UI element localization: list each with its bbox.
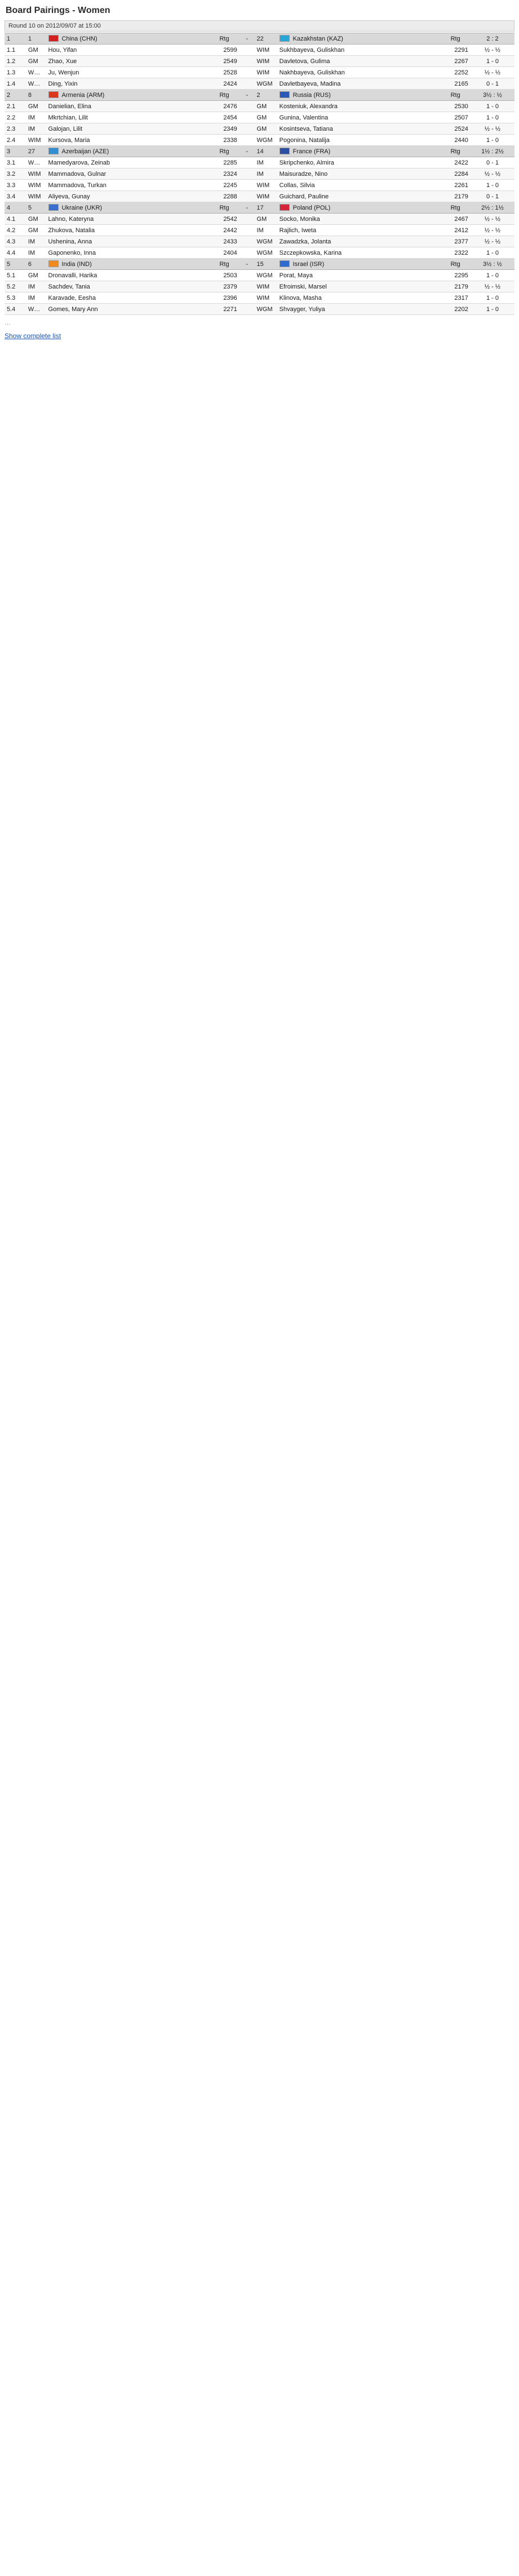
away-player-title: IM — [255, 225, 277, 236]
game-board-number: 1.1 — [5, 45, 26, 56]
home-player-title: IM — [26, 281, 46, 292]
home-team-cell[interactable] — [46, 259, 210, 270]
home-player-title: WIM — [26, 169, 46, 180]
home-player-rating: 2424 — [209, 78, 239, 90]
away-player-title: WGM — [255, 270, 277, 281]
home-player-title: GM — [26, 56, 46, 67]
team-match-row — [5, 146, 514, 157]
away-player-rating: 2179 — [440, 191, 470, 202]
game-board-number: 5.4 — [5, 304, 26, 315]
away-player-name[interactable]: Klinova, Masha — [277, 292, 441, 304]
home-team-name[interactable]: Ukraine (UKR) — [61, 205, 103, 211]
game-result: 1 - 0 — [471, 304, 514, 315]
home-team-cell[interactable] — [46, 33, 210, 45]
home-player-rating: 2433 — [209, 236, 239, 247]
away-player-rating: 2284 — [440, 169, 470, 180]
home-player-rating: 2285 — [209, 157, 239, 169]
spacer — [239, 157, 255, 169]
home-player-name[interactable]: Aliyeva, Gunay — [46, 191, 210, 202]
away-team-name[interactable]: Kazakhstan (KAZ) — [292, 36, 343, 42]
spacer — [239, 56, 255, 67]
game-row — [5, 157, 514, 169]
game-board-number: 2.2 — [5, 112, 26, 123]
home-player-title: WGM — [26, 304, 46, 315]
game-row — [5, 304, 514, 315]
home-player-title: GM — [26, 270, 46, 281]
away-player-rating: 2322 — [440, 247, 470, 259]
home-team-rating-label: Rtg — [209, 202, 239, 214]
truncation-note: … — [5, 320, 11, 326]
away-player-title: WIM — [255, 281, 277, 292]
away-team-name[interactable]: Israel (ISR) — [292, 261, 325, 268]
away-player-title: WIM — [255, 56, 277, 67]
page-title: Board Pairings - Women — [6, 6, 110, 15]
away-flag-icon — [280, 35, 290, 42]
away-player-rating: 2412 — [440, 225, 470, 236]
spacer — [239, 169, 255, 180]
home-player-rating: 2288 — [209, 191, 239, 202]
away-team-rating-label: Rtg — [440, 202, 470, 214]
game-row — [5, 191, 514, 202]
home-team-rating-label: Rtg — [209, 33, 239, 45]
game-result: ½ - ½ — [471, 236, 514, 247]
away-player-title: WIM — [255, 180, 277, 191]
away-player-name[interactable]: Efroimski, Marsel — [277, 281, 441, 292]
home-team-number: 27 — [26, 146, 46, 157]
match-board-number: 2 — [5, 90, 26, 101]
game-board-number: 1.3 — [5, 67, 26, 78]
game-row — [5, 247, 514, 259]
home-player-name[interactable]: Hou, Yifan — [46, 45, 210, 56]
home-player-name[interactable]: Ding, Yixin — [46, 78, 210, 90]
home-player-rating: 2476 — [209, 101, 239, 112]
away-player-name[interactable]: Pogonina, Natalija — [277, 135, 441, 146]
game-result: 1 - 0 — [471, 56, 514, 67]
home-flag-icon — [48, 148, 59, 154]
home-player-title: IM — [26, 112, 46, 123]
away-player-title: IM — [255, 157, 277, 169]
away-player-name[interactable]: Rajlich, Iweta — [277, 225, 441, 236]
away-flag-icon — [280, 91, 290, 98]
away-team-number: 22 — [255, 33, 277, 45]
away-player-name[interactable]: Shvayger, Yuliya — [277, 304, 441, 315]
home-player-name[interactable]: Mammadova, Turkan — [46, 180, 210, 191]
team-match-row — [5, 33, 514, 45]
away-team-rating-label: Rtg — [440, 146, 470, 157]
away-team-number: 17 — [255, 202, 277, 214]
game-board-number: 4.3 — [5, 236, 26, 247]
away-player-name[interactable]: Davletova, Gulima — [277, 56, 441, 67]
spacer — [239, 281, 255, 292]
separator: - — [239, 202, 255, 214]
spacer — [239, 45, 255, 56]
home-player-rating: 2528 — [209, 67, 239, 78]
home-team-name[interactable]: Armenia (ARM) — [61, 92, 105, 99]
match-board-number: 5 — [5, 259, 26, 270]
game-row — [5, 236, 514, 247]
away-player-name[interactable]: Porat, Maya — [277, 270, 441, 281]
away-team-cell[interactable] — [277, 90, 441, 101]
home-player-name[interactable]: Mkrtchian, Lilit — [46, 112, 210, 123]
home-player-title: GM — [26, 214, 46, 225]
away-player-name[interactable]: Kosteniuk, Alexandra — [277, 101, 441, 112]
away-player-rating: 2530 — [440, 101, 470, 112]
team-match-row — [5, 259, 514, 270]
home-flag-icon — [48, 35, 59, 42]
away-team-name[interactable]: Russia (RUS) — [292, 92, 331, 99]
home-player-rating: 2338 — [209, 135, 239, 146]
game-board-number: 1.4 — [5, 78, 26, 90]
game-row — [5, 214, 514, 225]
home-player-title: WGM — [26, 78, 46, 90]
away-player-name[interactable]: Collas, Silvia — [277, 180, 441, 191]
home-player-name[interactable]: Gaponenko, Inna — [46, 247, 210, 259]
match-board-number: 4 — [5, 202, 26, 214]
pairings-body — [5, 33, 514, 315]
away-flag-icon — [280, 204, 290, 211]
match-result: 3½ : ½ — [471, 90, 514, 101]
game-board-number: 5.3 — [5, 292, 26, 304]
game-result: 1 - 0 — [471, 292, 514, 304]
home-player-rating: 2549 — [209, 56, 239, 67]
home-player-rating: 2379 — [209, 281, 239, 292]
home-player-rating: 2542 — [209, 214, 239, 225]
away-team-rating-label: Rtg — [440, 33, 470, 45]
away-player-title: GM — [255, 101, 277, 112]
away-player-name[interactable]: Guichard, Pauline — [277, 191, 441, 202]
game-result: ½ - ½ — [471, 225, 514, 236]
home-player-title: IM — [26, 247, 46, 259]
home-player-name[interactable]: Lahno, Kateryna — [46, 214, 210, 225]
home-player-title: WGM — [26, 157, 46, 169]
away-player-rating: 2252 — [440, 67, 470, 78]
away-player-rating: 2524 — [440, 123, 470, 135]
game-result: 0 - 1 — [471, 191, 514, 202]
game-board-number: 5.1 — [5, 270, 26, 281]
game-row — [5, 45, 514, 56]
home-team-number: 1 — [26, 33, 46, 45]
spacer — [239, 292, 255, 304]
away-player-name[interactable]: Davletbayeva, Madina — [277, 78, 441, 90]
game-result: ½ - ½ — [471, 281, 514, 292]
away-player-rating: 2267 — [440, 56, 470, 67]
away-team-rating-label: Rtg — [440, 259, 470, 270]
game-result: 0 - 1 — [471, 78, 514, 90]
home-team-rating-label: Rtg — [209, 259, 239, 270]
game-result: ½ - ½ — [471, 123, 514, 135]
away-player-name[interactable]: Gunina, Valentina — [277, 112, 441, 123]
home-player-name[interactable]: Kursova, Maria — [46, 135, 210, 146]
home-player-name[interactable]: Sachdev, Tania — [46, 281, 210, 292]
spacer — [239, 247, 255, 259]
home-flag-icon — [48, 260, 59, 267]
spacer — [239, 236, 255, 247]
home-team-name[interactable]: China (CHN) — [61, 36, 97, 42]
home-team-number: 6 — [26, 259, 46, 270]
home-player-title: GM — [26, 225, 46, 236]
home-player-name[interactable]: Ushenina, Anna — [46, 236, 210, 247]
page-container — [0, 0, 519, 345]
game-row — [5, 180, 514, 191]
away-player-name[interactable]: Socko, Monika — [277, 214, 441, 225]
game-row — [5, 270, 514, 281]
away-player-rating: 2295 — [440, 270, 470, 281]
separator: - — [239, 90, 255, 101]
spacer — [239, 225, 255, 236]
home-player-name[interactable]: Ju, Wenjun — [46, 67, 210, 78]
home-player-rating: 2396 — [209, 292, 239, 304]
round-info: Round 10 on 2012/09/07 at 15:00 — [5, 20, 514, 32]
game-board-number: 4.2 — [5, 225, 26, 236]
spacer — [239, 101, 255, 112]
game-row — [5, 169, 514, 180]
game-board-number: 1.2 — [5, 56, 26, 67]
game-result: 1 - 0 — [471, 270, 514, 281]
away-player-rating: 2317 — [440, 292, 470, 304]
home-player-title: GM — [26, 101, 46, 112]
game-result: 1 - 0 — [471, 112, 514, 123]
home-player-title: IM — [26, 236, 46, 247]
game-result: 0 - 1 — [471, 157, 514, 169]
game-result: ½ - ½ — [471, 67, 514, 78]
away-player-title: GM — [255, 123, 277, 135]
spacer — [239, 304, 255, 315]
spacer — [239, 112, 255, 123]
home-player-rating: 2454 — [209, 112, 239, 123]
spacer — [239, 135, 255, 146]
game-result: 1 - 0 — [471, 180, 514, 191]
away-player-title: WGM — [255, 247, 277, 259]
match-board-number: 1 — [5, 33, 26, 45]
home-team-rating-label: Rtg — [209, 146, 239, 157]
spacer — [239, 180, 255, 191]
home-team-cell[interactable] — [46, 90, 210, 101]
away-player-rating: 2440 — [440, 135, 470, 146]
away-team-name[interactable]: France (FRA) — [292, 148, 331, 155]
game-row — [5, 135, 514, 146]
away-player-title: WIM — [255, 191, 277, 202]
game-board-number: 3.3 — [5, 180, 26, 191]
home-player-name[interactable]: Karavade, Eesha — [46, 292, 210, 304]
game-result: ½ - ½ — [471, 169, 514, 180]
match-board-number: 3 — [5, 146, 26, 157]
away-player-name[interactable]: Maisuradze, Nino — [277, 169, 441, 180]
away-player-rating: 2165 — [440, 78, 470, 90]
home-player-name[interactable]: Zhao, Xue — [46, 56, 210, 67]
spacer — [239, 270, 255, 281]
game-row — [5, 101, 514, 112]
home-player-name[interactable]: Mammadova, Gulnar — [46, 169, 210, 180]
away-team-number: 14 — [255, 146, 277, 157]
home-team-cell[interactable] — [46, 202, 210, 214]
game-row — [5, 67, 514, 78]
game-result: 1 - 0 — [471, 101, 514, 112]
home-player-name[interactable]: Danielian, Elina — [46, 101, 210, 112]
home-player-rating: 2503 — [209, 270, 239, 281]
away-team-rating-label: Rtg — [440, 90, 470, 101]
separator: - — [239, 33, 255, 45]
team-match-row — [5, 90, 514, 101]
away-player-title: GM — [255, 112, 277, 123]
away-player-rating: 2261 — [440, 180, 470, 191]
home-player-rating: 2349 — [209, 123, 239, 135]
home-player-rating: 2404 — [209, 247, 239, 259]
home-player-title: WGM — [26, 67, 46, 78]
away-flag-icon — [280, 148, 290, 154]
away-team-number: 2 — [255, 90, 277, 101]
game-row — [5, 123, 514, 135]
away-player-title: IM — [255, 169, 277, 180]
game-row — [5, 225, 514, 236]
game-board-number: 3.1 — [5, 157, 26, 169]
home-player-title: IM — [26, 123, 46, 135]
away-team-cell[interactable] — [277, 202, 441, 214]
spacer — [239, 78, 255, 90]
away-player-name[interactable]: Sukhbayeva, Guliskhan — [277, 45, 441, 56]
away-player-title: WIM — [255, 45, 277, 56]
game-result: ½ - ½ — [471, 214, 514, 225]
away-team-cell[interactable] — [277, 33, 441, 45]
show-complete-list-link[interactable]: Show complete list — [5, 332, 61, 340]
game-row — [5, 112, 514, 123]
game-row — [5, 281, 514, 292]
away-player-rating: 2291 — [440, 45, 470, 56]
away-player-rating: 2422 — [440, 157, 470, 169]
home-player-title: WIM — [26, 135, 46, 146]
game-board-number: 3.4 — [5, 191, 26, 202]
away-team-number: 15 — [255, 259, 277, 270]
spacer — [239, 123, 255, 135]
away-player-name[interactable]: Nakhbayeva, Guliskhan — [277, 67, 441, 78]
away-player-title: WIM — [255, 292, 277, 304]
away-team-cell[interactable] — [277, 146, 441, 157]
home-team-rating-label: Rtg — [209, 90, 239, 101]
away-team-name[interactable]: Poland (POL) — [292, 205, 331, 211]
game-result: ½ - ½ — [471, 45, 514, 56]
match-result: 3½ : ½ — [471, 259, 514, 270]
home-team-number: 8 — [26, 90, 46, 101]
home-player-rating: 2245 — [209, 180, 239, 191]
home-player-title: IM — [26, 292, 46, 304]
spacer — [239, 214, 255, 225]
match-result: 2½ : 1½ — [471, 202, 514, 214]
home-player-rating: 2324 — [209, 169, 239, 180]
separator: - — [239, 146, 255, 157]
home-team-name[interactable]: India (IND) — [61, 261, 92, 268]
game-board-number: 4.4 — [5, 247, 26, 259]
home-player-title: GM — [26, 45, 46, 56]
away-player-name[interactable]: Szczepkowska, Karina — [277, 247, 441, 259]
game-board-number: 2.4 — [5, 135, 26, 146]
away-player-name[interactable]: Skripchenko, Almira — [277, 157, 441, 169]
home-player-name[interactable]: Galojan, Lilit — [46, 123, 210, 135]
home-player-title: WIM — [26, 180, 46, 191]
away-player-title: WGM — [255, 304, 277, 315]
away-team-cell[interactable] — [277, 259, 441, 270]
away-flag-icon — [280, 260, 290, 267]
pairings-table — [5, 33, 514, 315]
game-board-number: 5.2 — [5, 281, 26, 292]
home-flag-icon — [48, 91, 59, 98]
home-player-name[interactable]: Dronavalli, Harika — [46, 270, 210, 281]
away-player-title: WGM — [255, 236, 277, 247]
game-row — [5, 78, 514, 90]
game-board-number: 4.1 — [5, 214, 26, 225]
game-board-number: 2.1 — [5, 101, 26, 112]
home-player-name[interactable]: Mamedyarova, Zeinab — [46, 157, 210, 169]
away-player-rating: 2202 — [440, 304, 470, 315]
away-player-title: GM — [255, 214, 277, 225]
home-flag-icon — [48, 204, 59, 211]
away-player-rating: 2507 — [440, 112, 470, 123]
home-player-name[interactable]: Zhukova, Natalia — [46, 225, 210, 236]
away-player-name[interactable]: Kosintseva, Tatiana — [277, 123, 441, 135]
game-board-number: 2.3 — [5, 123, 26, 135]
separator: - — [239, 259, 255, 270]
game-row — [5, 292, 514, 304]
home-team-number: 5 — [26, 202, 46, 214]
game-result: 1 - 0 — [471, 247, 514, 259]
home-player-rating: 2442 — [209, 225, 239, 236]
away-player-rating: 2377 — [440, 236, 470, 247]
home-player-name[interactable]: Gomes, Mary Ann — [46, 304, 210, 315]
away-player-rating: 2467 — [440, 214, 470, 225]
game-result: 1 - 0 — [471, 135, 514, 146]
game-row — [5, 56, 514, 67]
away-player-title: WGM — [255, 135, 277, 146]
team-match-row — [5, 202, 514, 214]
home-player-title: WIM — [26, 191, 46, 202]
home-player-rating: 2599 — [209, 45, 239, 56]
away-player-rating: 2179 — [440, 281, 470, 292]
home-team-name[interactable]: Azerbaijan (AZE) — [61, 148, 109, 155]
match-result: 1½ : 2½ — [471, 146, 514, 157]
away-player-name[interactable]: Zawadzka, Jolanta — [277, 236, 441, 247]
away-player-title: WIM — [255, 67, 277, 78]
spacer — [239, 191, 255, 202]
home-team-cell[interactable] — [46, 146, 210, 157]
away-player-title: WGM — [255, 78, 277, 90]
match-result: 2 : 2 — [471, 33, 514, 45]
game-board-number: 3.2 — [5, 169, 26, 180]
spacer — [239, 67, 255, 78]
home-player-rating: 2271 — [209, 304, 239, 315]
